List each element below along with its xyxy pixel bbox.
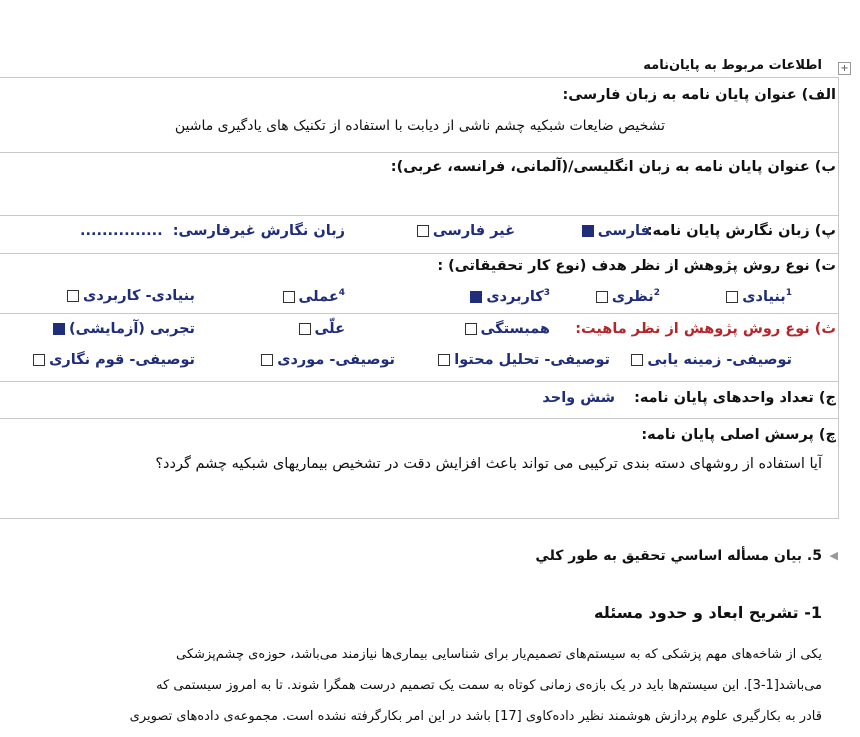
- row-be-label: ب) عنوان پایان نامه به زبان انگلیسی/(آلمانی، فرانسه، عربی):: [390, 159, 836, 175]
- checkbox-qom-negari-icon[interactable]: [33, 354, 45, 366]
- body-paragraph: [22, 639, 822, 732]
- option-amali[interactable]: $^4$عملی: [279, 288, 345, 305]
- checkbox-moredi-icon[interactable]: [261, 354, 273, 366]
- row-je-value: شش واحد: [542, 390, 615, 406]
- option-zamine-yabi[interactable]: توصیفی- زمینه یابی: [627, 352, 792, 368]
- table-move-handle[interactable]: +: [838, 62, 851, 75]
- other-language-dots: ...............: [80, 223, 163, 239]
- row-alef-value: تشخیص ضایعات شبکیه چشم ناشی از دیابت با استفاده از تکنیک های یادگیری ماشین: [174, 118, 665, 134]
- row-te-label: ت) نوع روش پژوهش از نظر هدف (نوع کار تحقیقاتی) :: [437, 258, 836, 274]
- other-language-label: زبان نگارش غیرفارسی:: [172, 223, 345, 239]
- option-tajrobi[interactable]: تجربی (آزمایشی): [49, 321, 195, 337]
- option-nazari[interactable]: $^2$نظری: [592, 288, 660, 305]
- row-alef-label: الف) عنوان پایان نامه به زبان فارسی:: [562, 87, 836, 103]
- checkbox-tajrobi-icon[interactable]: [53, 323, 65, 335]
- option-hambastegi[interactable]: همبستگی: [461, 321, 550, 337]
- paragraph-line: قادر به بکارگیری علوم پردازش هوشمند نظیر داده‌کاوی [17] باشد در این امر بکارگرفته نشده است. مجموعه‌ی داده‌های تصویری: [129, 709, 822, 724]
- option-qom-negari[interactable]: توصیفی- قوم نگاری: [29, 352, 195, 368]
- paragraph-line: می‌باشد[1-3]. این سیستم‌ها باید در یک بازه‌ی زمانی کوتاه به سمت یک تصمیم درست همگرا شوند. تا به امروز سیستمی که: [156, 678, 822, 693]
- checkbox-bonyadi-karbordi-icon[interactable]: [67, 290, 79, 302]
- row-se-label: ث) نوع روش پژوهش از نظر ماهیت:: [575, 321, 836, 337]
- checkbox-hambastegi-icon[interactable]: [465, 323, 477, 335]
- option-karbordi[interactable]: $^3$کاربردی: [466, 288, 550, 305]
- option-bonyadi[interactable]: $^1$بنیادی: [722, 288, 792, 305]
- paragraph-line: یکی از شاخه‌های مهم پزشکی که به سیستم‌های تصمیم‌یار برای شناسایی بیماری‌ها نیازمند می‌باشد، حوزه‌ی چشم‌پزشکی: [176, 647, 822, 662]
- checkbox-amali-icon[interactable]: [283, 291, 295, 303]
- section-heading: اطلاعات مربوط به پایان‌نامه: [643, 58, 822, 73]
- row-che-value: آیا استفاده از روشهای دسته بندی ترکیبی می تواند باعث افزایش دقت در تشخیص بیماریهای شبکیه چشم گردد؟: [155, 456, 822, 472]
- option-tahlil-mohtava[interactable]: توصیفی- تحلیل محتوا: [434, 352, 610, 368]
- option-farsi[interactable]: فارسی: [578, 223, 650, 239]
- row-je-label: ج) تعداد واحدهای پایان نامه:: [634, 390, 836, 406]
- checkbox-nazari-icon[interactable]: [596, 291, 608, 303]
- row-pe-label: پ) زبان نگارش پایان نامه:: [646, 223, 836, 239]
- checkbox-bonyadi-icon[interactable]: [726, 291, 738, 303]
- checkbox-elli-icon[interactable]: [299, 323, 311, 335]
- heading-5: 5. بيان مسأله اساسي تحقيق به طور كلي: [535, 548, 822, 564]
- option-bonyadi-karbordi[interactable]: بنیادی- کاربردی: [63, 288, 195, 304]
- checkbox-ghair-farsi-icon[interactable]: [417, 225, 429, 237]
- checkbox-zamine-yabi-icon[interactable]: [631, 354, 643, 366]
- option-moredi[interactable]: توصیفی- موردی: [257, 352, 395, 368]
- collapse-triangle-icon[interactable]: ◀: [829, 549, 838, 562]
- option-ghair-farsi[interactable]: غیر فارسی: [413, 223, 515, 239]
- checkbox-tahlil-mohtava-icon[interactable]: [438, 354, 450, 366]
- checkbox-farsi-icon[interactable]: [582, 225, 594, 237]
- row-che-label: چ) پرسش اصلی پایان نامه:: [641, 427, 836, 443]
- option-elli[interactable]: علّی: [295, 321, 346, 337]
- checkbox-karbordi-icon[interactable]: [470, 291, 482, 303]
- heading-1: 1- تشریح ابعاد و حدود مسئله: [594, 603, 822, 622]
